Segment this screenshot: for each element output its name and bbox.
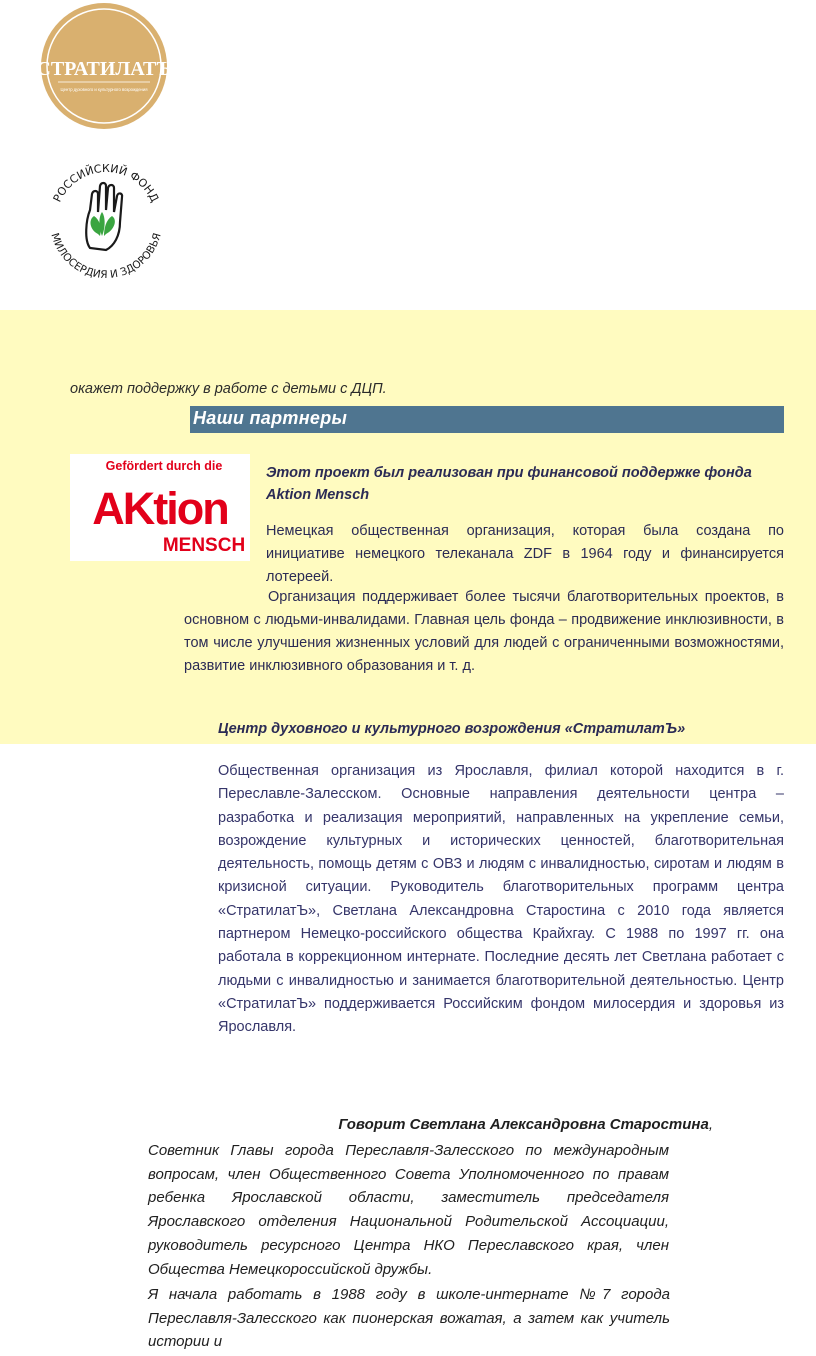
quote-speaker: Говорит Светлана Александровна Старостина: [338, 1116, 709, 1133]
intro-line: окажет поддержку в работе с детьми с ДЦП.: [70, 381, 387, 397]
center-heading: Центр духовного и культурного возрождения «СтратилатЪ»: [218, 721, 686, 737]
aktion-paragraph-2: Организация поддерживает более тысячи благотворительных проектов, в основном с людьми-инвалидами. Главная цель фонда – продвижение инклюзивности, в том числе улучшения жизненных условий для людей с ограниченными возможностями, развитие инклюзивного образования и т. д.: [184, 589, 784, 674]
quote-role: Советник Главы города Переславля-Залесского по международным вопросам, член Общественного Совета Уполномоченного по правам ребенка Ярославской области, заместитель председателя Ярославского отделения Национальной Родительской Ассоциации, руководитель ресурсного Центра НКО Переславского края, член Общества Немецкороссийской дружбы.: [148, 1142, 669, 1278]
aktion-logo-line1: Gefördert durch die: [105, 459, 223, 473]
stratilat-logo-tagline: Центр духовного и культурного возрождения: [60, 87, 148, 92]
partners-title: Наши партнеры: [193, 408, 348, 428]
fund-logo-bottom-text: МИЛОСЕРДИЯ И ЗДОРОВЬЯ: [48, 231, 164, 282]
quote-text: Я начала работать в 1988 году в школе-интернате №7 города Переславля-Залесского как пионерская вожатая, а затем как учитель истории и: [148, 1286, 670, 1350]
aktion-logo-line2: AKtion: [92, 483, 228, 534]
mercy-fund-logo: [38, 150, 174, 290]
aktion-heading: Этот проект был реализован при финансовой поддержке фонда Aktion Mensch: [266, 465, 752, 503]
quote-heading-comma: ,: [708, 1116, 713, 1133]
aktion-paragraph-1: Немецкая общественная организация, которая была создана по инициативе немецкого телеканала ZDF в 1964 году и финансируется лотереей.: [266, 523, 784, 585]
fund-logo-top-text: РОССИЙСКИЙ ФОНД: [50, 162, 162, 205]
hand-with-leaves-icon: [86, 183, 122, 250]
stratilat-logo-text: СТРАТИЛАТЪ: [40, 58, 168, 80]
stratilat-logo: [40, 2, 168, 130]
quote-heading: [148, 1116, 713, 1133]
aktion-logo-line3: MENSCH: [162, 535, 246, 556]
partners-header: [190, 406, 784, 433]
aktion-mensch-logo: [70, 454, 250, 561]
center-paragraph: Общественная организация из Ярославля, филиал которой находится в г. Переславле-Залесском. Основные направления деятельности центра – разработка и реализация мероприятий, направленных на укрепление семьи, возрождение культурных и исторических ценностей, благотворительная деятельность, помощь детям с ОВЗ и людям с инвалидностью, сиротам и людям в кризисной ситуации. Руководитель благотворительных программ центра «СтратилатЪ», Светлана Александровна Старостина с 2010 года является партнером Немецко-российского общества Крайхгау. С 1988 по 1997 гг. она работала в коррекционном интернате. Последние десять лет Светлана работает с людьми с инвалидностью и занимается благотворительной деятельностью. Центр «СтратилатЪ» поддерживается Российским фондом милосердия и здоровья из Ярославля.: [218, 763, 784, 1036]
